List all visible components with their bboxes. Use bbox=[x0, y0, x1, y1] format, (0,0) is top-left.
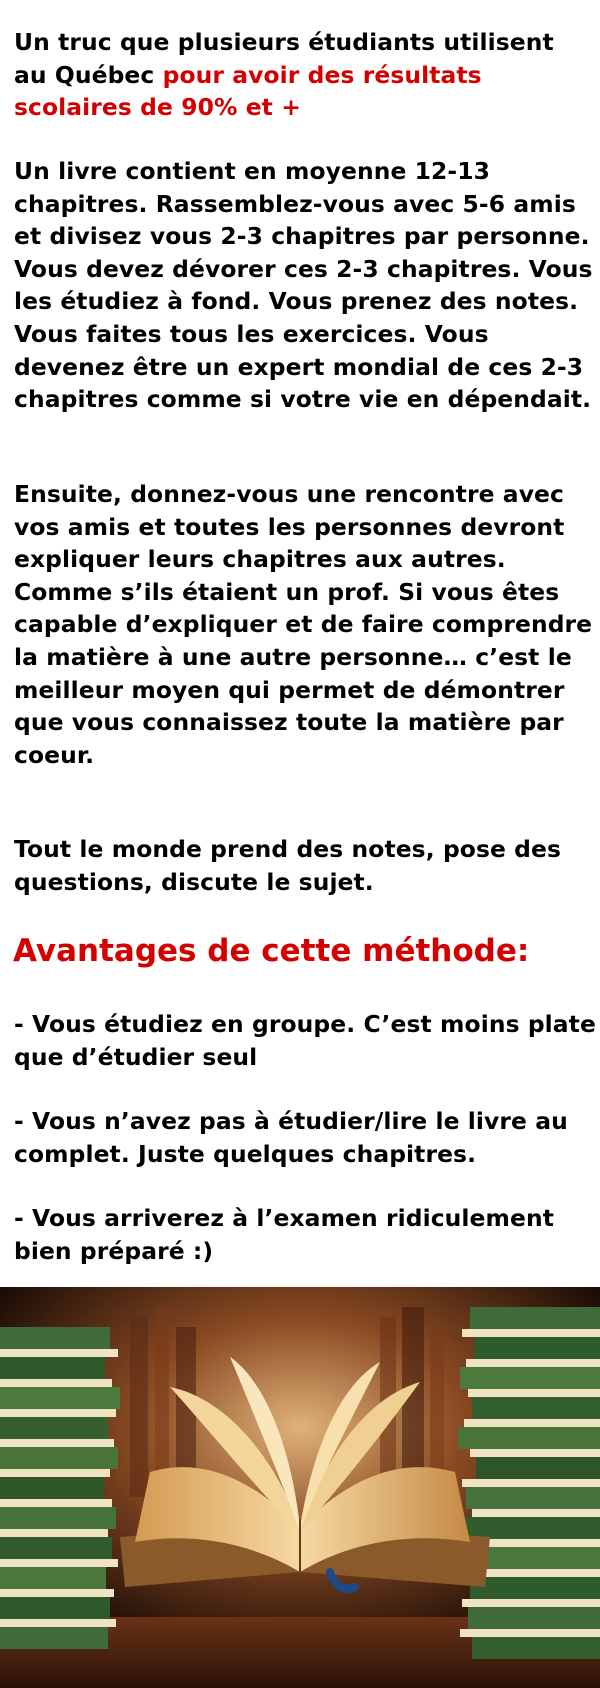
paragraph-meeting: Ensuite, donnez-vous une rencontre avec vos amis et toutes les personnes devront expliquer leurs chapitres aux autres. Comme s’ils étaient un prof. Si vous êtes capable d’expliquer et de faire comprendre la matière à une autre personne… c’est le meilleur moyen qui permet de démontrer que vous connaissez toute la matière par coeur. bbox=[14, 480, 593, 769]
advantage-item-group: - Vous étudiez en groupe. C’est moins plate que d’étudier seul bbox=[14, 1010, 596, 1071]
intro-text bbox=[14, 26, 574, 124]
paragraph-notes: Tout le monde prend des notes, pose des questions, discute le sujet. bbox=[14, 835, 562, 896]
advantage-item-exam: - Vous arriverez à l’examen ridiculement bien préparé :) bbox=[14, 1204, 554, 1265]
advantage-item-chapters: - Vous n’avez pas à étudier/lire le livre au complet. Juste quelques chapitres. bbox=[14, 1107, 568, 1168]
intro-lead: Un truc que plusieurs étudiants utilisent au Québec bbox=[14, 28, 554, 89]
advantages-heading: Avantages de cette méthode: bbox=[13, 933, 530, 969]
books-photo bbox=[0, 1287, 600, 1688]
paragraph-chapters: Un livre contient en moyenne 12-13 chapitres. Rassemblez-vous avec 5-6 amis et divisez vous 2-3 chapitres par personne. Vous devez dévorer ces 2-3 chapitres. Vous les étudiez à fond. Vous prenez des notes. Vous faites tous les exercices. Vous devenez être un expert mondial de ces 2-3 chapitres comme si votre vie en dépendait. bbox=[14, 157, 593, 414]
intro-highlight: pour avoir des résultats scolaires de 90% et + bbox=[14, 60, 482, 122]
